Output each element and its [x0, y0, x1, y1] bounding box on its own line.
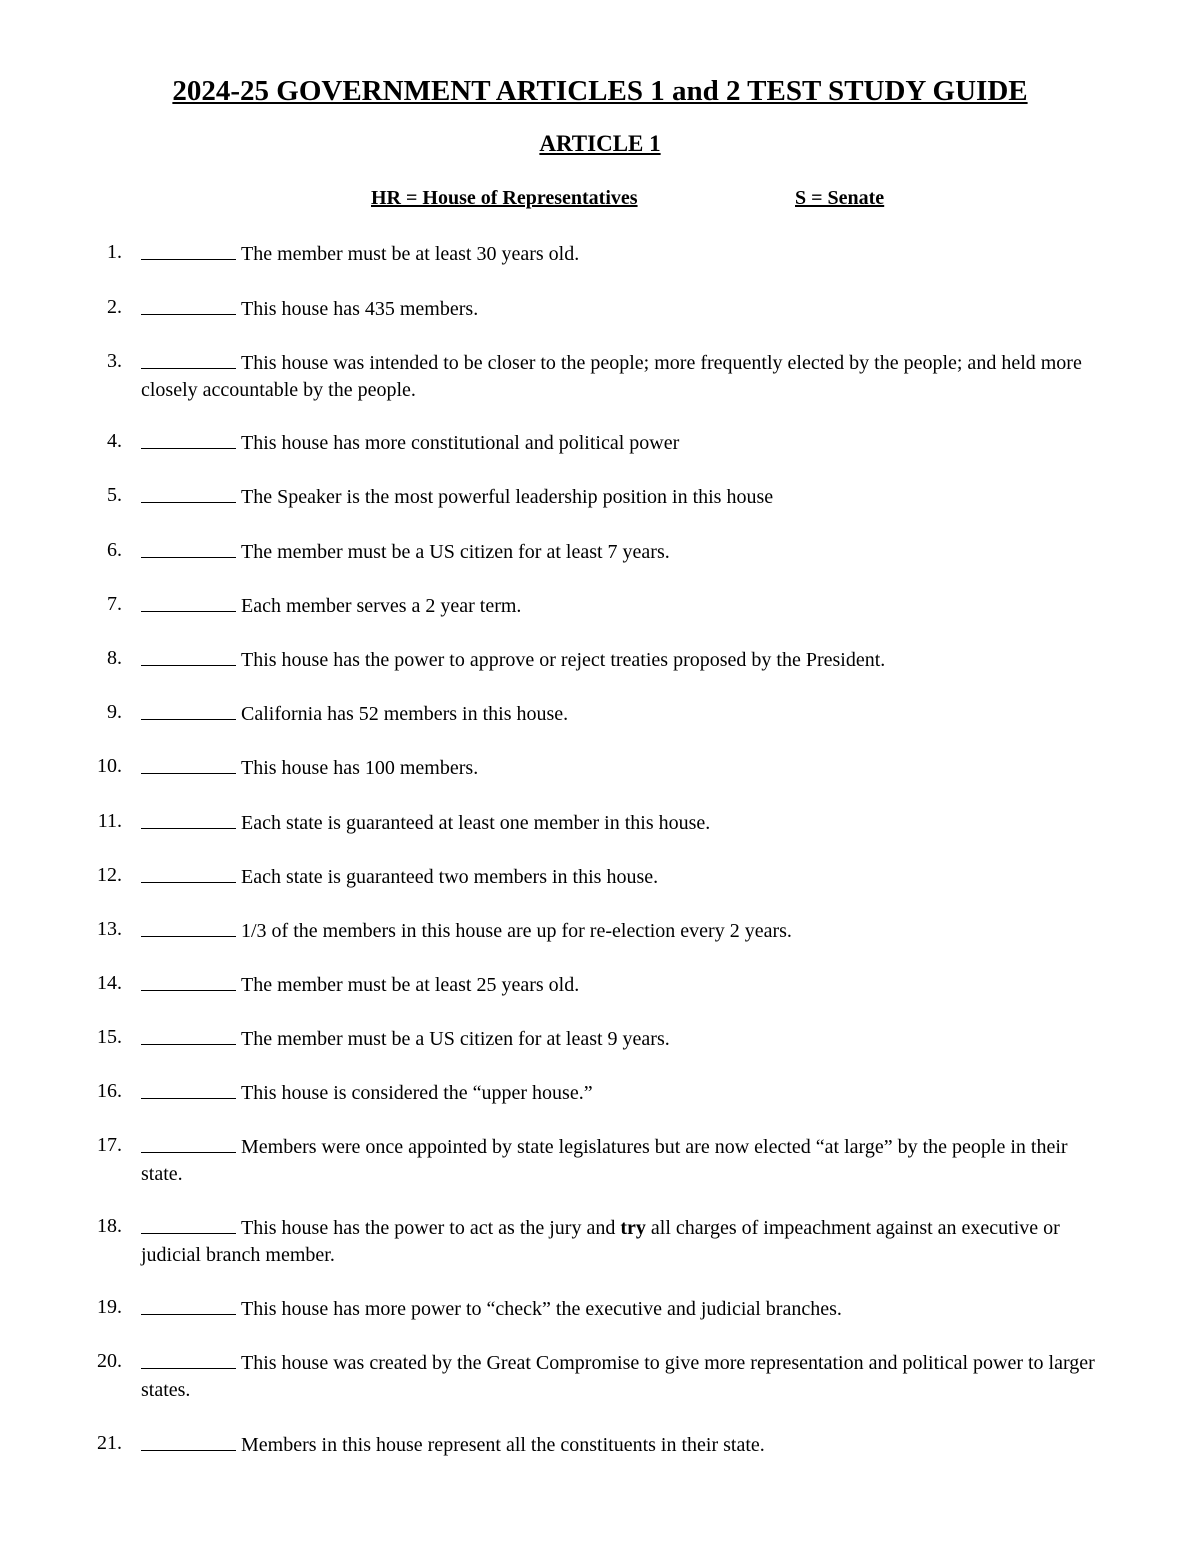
answer-blank[interactable]: [141, 916, 236, 937]
question-number: 2.: [107, 296, 122, 318]
question-number: 15.: [97, 1026, 122, 1048]
answer-blank[interactable]: [141, 862, 236, 883]
answer-blank[interactable]: [141, 482, 236, 503]
document-title: 2024-25 GOVERNMENT ARTICLES 1 and 2 TEST STUDY GUIDE: [172, 75, 1028, 107]
answer-blank[interactable]: [141, 1132, 236, 1153]
key-hr-label: HR = House of Representatives: [371, 187, 638, 209]
question-text: This house is considered the “upper house.”: [241, 1082, 593, 1104]
question-number: 9.: [107, 701, 122, 723]
question-number: 13.: [97, 918, 122, 940]
key-s-label: S = Senate: [795, 187, 885, 209]
answer-blank[interactable]: [141, 591, 236, 612]
question-text: The member must be a US citizen for at least 9 years.: [241, 1028, 670, 1050]
answer-blank[interactable]: [141, 1078, 236, 1099]
answer-blank[interactable]: [141, 808, 236, 829]
question-text: The member must be at least 30 years old.: [241, 243, 580, 265]
question-text-emphasis: try: [620, 1217, 646, 1239]
answer-blank[interactable]: [141, 348, 236, 369]
question-text: This house has more power to “check” the executive and judicial branches.: [241, 1298, 842, 1320]
question-text: This house was created by the Great Compromise to give more representation and political power to larger states.: [141, 1352, 1095, 1401]
question-number: 18.: [97, 1215, 122, 1237]
question-text: Each member serves a 2 year term.: [241, 595, 522, 617]
question-text: This house has 435 members.: [241, 298, 479, 320]
question-number: 3.: [107, 350, 122, 372]
question-text: This house has more constitutional and political power: [241, 432, 680, 454]
answer-blank[interactable]: [141, 699, 236, 720]
question-number: 12.: [97, 864, 122, 886]
question-text: Each state is guaranteed at least one member in this house.: [241, 812, 711, 834]
question-number: 6.: [107, 539, 122, 561]
question-text: [141, 1217, 1060, 1266]
question-text-part: This house has the power to act as the jury and: [241, 1217, 621, 1239]
question-number: 17.: [97, 1134, 122, 1156]
answer-blank[interactable]: [141, 1348, 236, 1369]
answer-blank[interactable]: [141, 1024, 236, 1045]
question-number: 4.: [107, 430, 122, 452]
question-number: 20.: [97, 1350, 122, 1372]
question-text: The member must be at least 25 years old.: [241, 974, 580, 996]
answer-blank[interactable]: [141, 1430, 236, 1451]
question-number: 7.: [107, 593, 122, 615]
question-text: The member must be a US citizen for at least 7 years.: [241, 541, 670, 563]
question-text-part: all charges of impeachment against an executive or judicial branch member.: [141, 1217, 1060, 1266]
question-number: 16.: [97, 1080, 122, 1102]
answer-blank[interactable]: [141, 1294, 236, 1315]
question-text: Members were once appointed by state legislatures but are now elected “at large” by the people in their state.: [141, 1136, 1068, 1185]
section-heading: ARTICLE 1: [539, 131, 661, 156]
question-number: 10.: [97, 755, 122, 777]
question-text: The Speaker is the most powerful leadership position in this house: [241, 486, 774, 508]
question-number: 1.: [107, 241, 122, 263]
question-number: 14.: [97, 972, 122, 994]
question-number: 11.: [97, 810, 122, 832]
question-number: 5.: [107, 484, 122, 506]
question-text: This house has 100 members.: [241, 757, 479, 779]
answer-blank[interactable]: [141, 537, 236, 558]
question-text: This house was intended to be closer to the people; more frequently elected by the people; and held more closely accountable by the people.: [141, 352, 1082, 401]
question-number: 19.: [97, 1296, 122, 1318]
answer-blank[interactable]: [141, 428, 236, 449]
answer-blank[interactable]: [141, 753, 236, 774]
question-text: This house has the power to approve or reject treaties proposed by the President.: [241, 649, 886, 671]
answer-blank[interactable]: [141, 645, 236, 666]
question-text: Members in this house represent all the constituents in their state.: [241, 1434, 765, 1456]
answer-blank[interactable]: [141, 239, 236, 260]
question-number: 21.: [97, 1432, 122, 1454]
question-text: California has 52 members in this house.: [241, 703, 569, 725]
question-text: Each state is guaranteed two members in this house.: [241, 866, 659, 888]
answer-blank[interactable]: [141, 1213, 236, 1234]
answer-blank[interactable]: [141, 294, 236, 315]
question-number: 8.: [107, 647, 122, 669]
answer-blank[interactable]: [141, 970, 236, 991]
question-text: 1/3 of the members in this house are up for re-election every 2 years.: [241, 920, 792, 942]
